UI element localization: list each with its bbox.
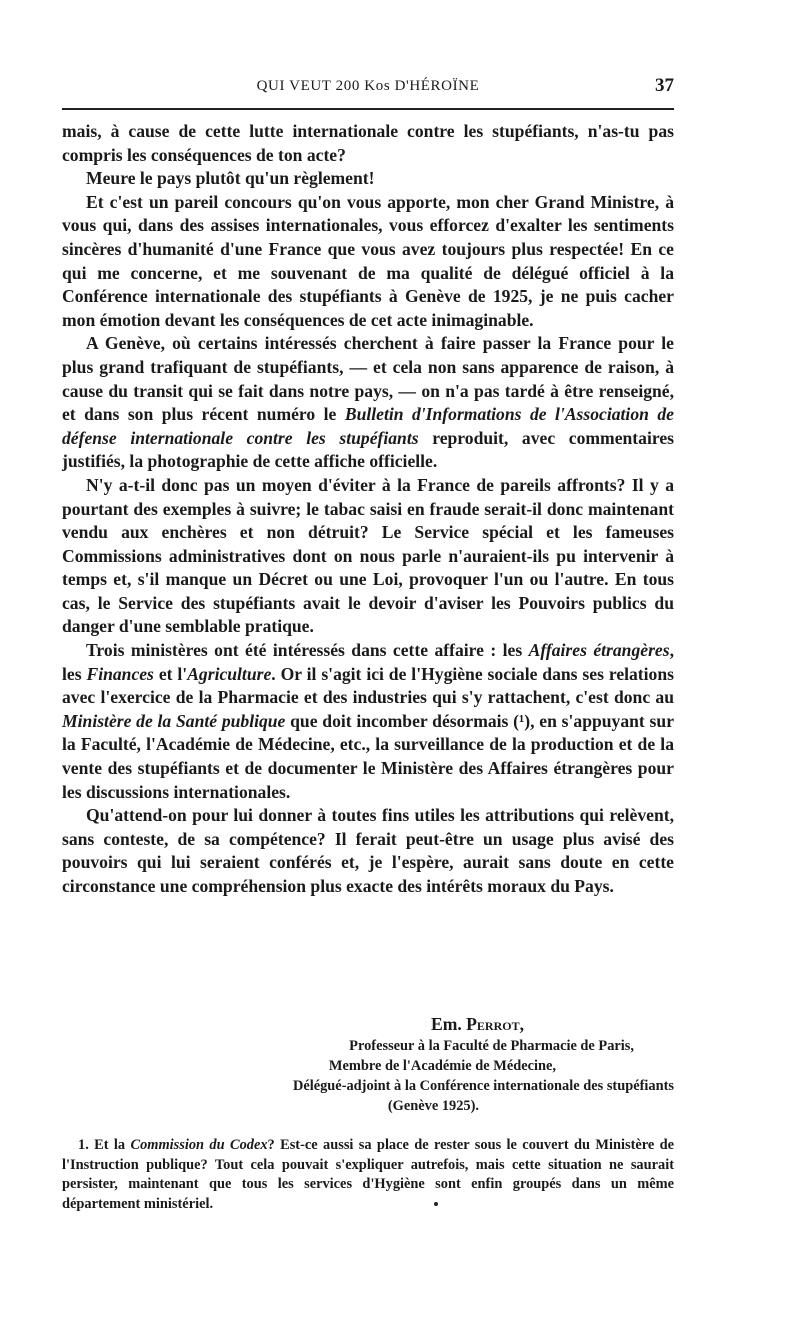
footnote-text-b: ? Est-ce aussi sa place de rester sous le couvert du Ministère de l'Instruction publique? Tout cela pouvait s'expliquer autrefois, mais cette situation ne saurait persister, maintenant que tous les services d'Hygiène sont enfin groupés dans un même département ministériel. [62, 1137, 675, 1212]
author-title-1: Professeur à la Faculté de Pharmacie de Paris, [349, 1038, 634, 1054]
p4-text-a: A Genève, où certains intéressés cherchent à faire passer la France pour le plus grand trafiquant de stupéfiants, — et cela non sans apparence de raison, à cause du transit qui se fait dans notre pays, — on n'a pas tardé à être renseigné, et dans son plus récent numéro le [62, 333, 674, 425]
main-text [62, 120, 674, 899]
p6-italic-affaires: Affaires étrangères [528, 640, 670, 661]
ink-speck [434, 1202, 438, 1206]
p6-text-a: Trois ministères ont été intéressés dans cette affaire : les [86, 640, 529, 661]
author-title-4: (Genève 1925). [387, 1098, 479, 1114]
p4-text-b: reproduit, avec commentaires justifiés, la photographie de cette affiche officielle. [62, 427, 674, 472]
footnote [62, 1136, 674, 1214]
signature-block [62, 1012, 674, 1116]
p6-text-e: que doit incomber désormais (¹), en s'appuyant sur la Faculté, l'Académie de Médecine, etc., la surveillance de la production et de la vente des stupéfiants et de documenter le Ministère des Affaires étrangères pour les discussions internationales. [62, 710, 674, 802]
author-title-2: Membre de l'Académie de Médecine, [328, 1058, 556, 1074]
p6-italic-finances: Finances [86, 663, 154, 684]
footnote-italic: Commission du Codex [130, 1137, 268, 1153]
author-prefix: Em. [430, 1014, 462, 1034]
p6-italic-agriculture: Agriculture [187, 663, 272, 684]
running-header [62, 75, 674, 104]
author-name [62, 1012, 674, 1036]
p6-text-b: , les [62, 640, 674, 684]
paragraph-2: Meure le pays plutôt qu'un règlement! [86, 168, 375, 189]
footnote-text-a: 1. Et la [78, 1137, 131, 1153]
paragraph-6 [62, 639, 674, 804]
header-rule [62, 108, 674, 110]
running-title: QUI VEUT 200 Kos D'HÉROÏNE [256, 78, 480, 94]
bulletin-title: Bulletin d'Informations de l'Association de défense internationale contre les stupéfiants [62, 404, 674, 448]
paragraph-7: Qu'attend-on pour lui donner à toutes fins utiles les attributions qui relèvent, sans conteste, de sa compétence? Il ferait peut-être un usage plus avisé des pouvoirs qui lui seraient conférés et, je l'espère, aurait sans doute en cette circonstance une compréhension plus exacte des intérêts moraux du Pays. [62, 805, 674, 896]
paragraph-3: Et c'est un pareil concours qu'on vous apporte, mon cher Grand Ministre, à vous qui, dans des assises internationales, vous efforcez d'exalter les sentiments sincères d'humanité d'une France que vous avez toujours plus respectée! En ce qui me concerne, et me souvenant de ma qualité de délégué officiel à la Conférence internationale des stupéfiants à Genève de 1925, je ne puis cacher mon émotion devant les conséquences de cet acte inimaginable. [62, 191, 674, 330]
author-title-3: Délégué-adjoint à la Conférence internationale des stupéfiants [292, 1078, 674, 1094]
p6-text-d: . Or il s'agit ici de l'Hygiène sociale dans ses relations avec l'exercice de la Pharmacie et des industries qui s'y rattachent, c'est donc au [62, 663, 674, 708]
author-surname: Perrot, [466, 1014, 524, 1034]
paragraph-1: mais, à cause de cette lutte internationale contre les stupéfiants, n'as-tu pas compris les conséquences de ton acte? [62, 121, 674, 165]
paragraph-5: N'y a-t-il donc pas un moyen d'éviter à la France de pareils affronts? Il y a pourtant des exemples à suivre; le tabac saisi en fraude serait-il donc maintenant vendu aux enchères et non détruit? Le Service spécial et les fameuses Commissions administratives dont on nous parle n'auraient-ils pu intervenir à temps et, s'il manque un Décret ou une Loi, provoquer l'un ou l'autre. En tous cas, le Service des stupéfiants avait le devoir d'aviser les Pouvoirs publics du danger d'une semblable pratique. [62, 474, 674, 637]
p6-text-c: et l' [153, 663, 188, 684]
paragraph-4 [62, 332, 674, 474]
page-number: 37 [655, 75, 674, 96]
p6-italic-ministere: Ministère de la Santé publique [62, 710, 286, 731]
footnote-1 [62, 1136, 674, 1214]
